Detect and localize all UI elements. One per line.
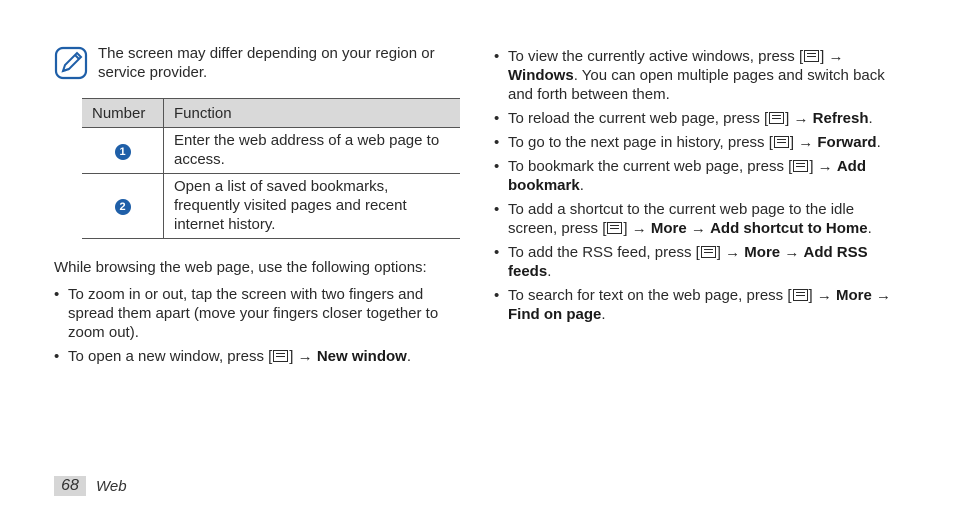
item-text: . You can open multiple pages and switch back and forth between them.	[508, 67, 885, 103]
item-text: To add the RSS feed, press [	[508, 244, 700, 261]
header-function: Function	[164, 99, 461, 128]
item-text: ]	[785, 110, 794, 127]
arrow-icon: →	[793, 110, 809, 127]
menu-key-icon	[774, 136, 789, 148]
item-text: To bookmark the current web page, press [	[508, 158, 793, 175]
arrow-icon: →	[828, 48, 844, 65]
menu-option: Forward	[817, 134, 877, 151]
menu-option: New window	[316, 348, 407, 365]
arrow-icon: →	[816, 287, 832, 304]
menu-key-icon	[804, 50, 819, 62]
function-table	[82, 98, 460, 239]
menu-option: Add RSS feeds	[508, 244, 868, 280]
left-bullet-list	[54, 285, 458, 371]
list-item	[494, 200, 904, 238]
menu-key-icon	[793, 160, 808, 172]
list-item	[494, 47, 904, 104]
note-pencil-icon	[54, 46, 88, 80]
arrow-icon: →	[725, 244, 741, 261]
menu-key-icon	[793, 289, 808, 301]
item-text: ]	[789, 134, 799, 151]
arrow-icon: →	[297, 348, 313, 365]
item-text: .	[876, 134, 881, 151]
item-text: .	[867, 220, 872, 237]
arrow-icon: →	[876, 287, 892, 304]
menu-key-icon	[607, 222, 622, 234]
item-text: To search for text on the web page, press [	[508, 287, 792, 304]
list-item	[54, 347, 458, 366]
list-item	[494, 109, 904, 128]
item-text: .	[406, 348, 411, 365]
item-text: To add a shortcut to the current web page to the idle screen, press [	[508, 201, 855, 237]
list-item	[494, 286, 904, 324]
table-cell-function: Enter the web address of a web page to access.	[164, 128, 461, 174]
arrow-icon: →	[690, 220, 706, 237]
list-item	[494, 133, 904, 152]
arrow-icon: →	[817, 158, 833, 175]
item-text: ]	[820, 48, 829, 65]
menu-key-icon	[273, 350, 288, 362]
item-text: ]	[289, 348, 298, 365]
item-text: .	[868, 110, 873, 127]
item-text: ]	[716, 244, 726, 261]
item-text: .	[579, 177, 584, 194]
menu-option: More	[650, 220, 687, 237]
list-item	[494, 243, 904, 281]
list-item	[494, 157, 904, 195]
number-badge: 1	[115, 144, 131, 160]
right-bullet-list	[494, 47, 904, 329]
item-text: To reload the current web page, press [	[508, 110, 769, 127]
menu-key-icon	[701, 246, 716, 258]
item-text: .	[547, 263, 552, 280]
item-text: ]	[623, 220, 632, 237]
menu-option: Windows	[508, 67, 574, 84]
menu-option: More	[836, 287, 872, 304]
table-row	[82, 174, 460, 239]
header-number: Number	[82, 99, 164, 128]
item-text: To view the currently active windows, press [	[508, 48, 804, 65]
table-cell-function: Open a list of saved bookmarks, frequently visited pages and recent internet history.	[164, 174, 461, 239]
intro-text: While browsing the web page, use the following options:	[54, 259, 427, 276]
arrow-icon: →	[631, 220, 647, 237]
table-cell-number	[82, 128, 164, 174]
item-text: ]	[808, 287, 817, 304]
table-row	[82, 128, 460, 174]
arrow-icon: →	[784, 244, 800, 261]
number-badge: 2	[115, 199, 131, 215]
table-header-row	[82, 99, 460, 128]
list-item: • To zoom in or out, tap the screen with two fingers and spread them apart (move your fingers closer together to zoom out).	[54, 285, 458, 342]
section-name: Web	[96, 478, 127, 495]
item-text: To open a new window, press [	[68, 348, 273, 365]
menu-option: Refresh	[812, 110, 869, 127]
item-text: ]	[809, 158, 818, 175]
menu-key-icon	[769, 112, 784, 124]
menu-option: Add bookmark	[508, 158, 866, 194]
table-cell-number	[82, 174, 164, 239]
arrow-icon: →	[798, 134, 814, 151]
page-number: 68	[54, 476, 86, 496]
menu-option: More	[744, 244, 781, 261]
menu-option: Find on page	[508, 306, 602, 323]
item-text: To go to the next page in history, press [	[508, 134, 773, 151]
menu-option: Add shortcut to Home	[710, 220, 868, 237]
item-text: .	[601, 306, 606, 323]
note-text: The screen may differ depending on your region or service provider.	[98, 45, 435, 81]
